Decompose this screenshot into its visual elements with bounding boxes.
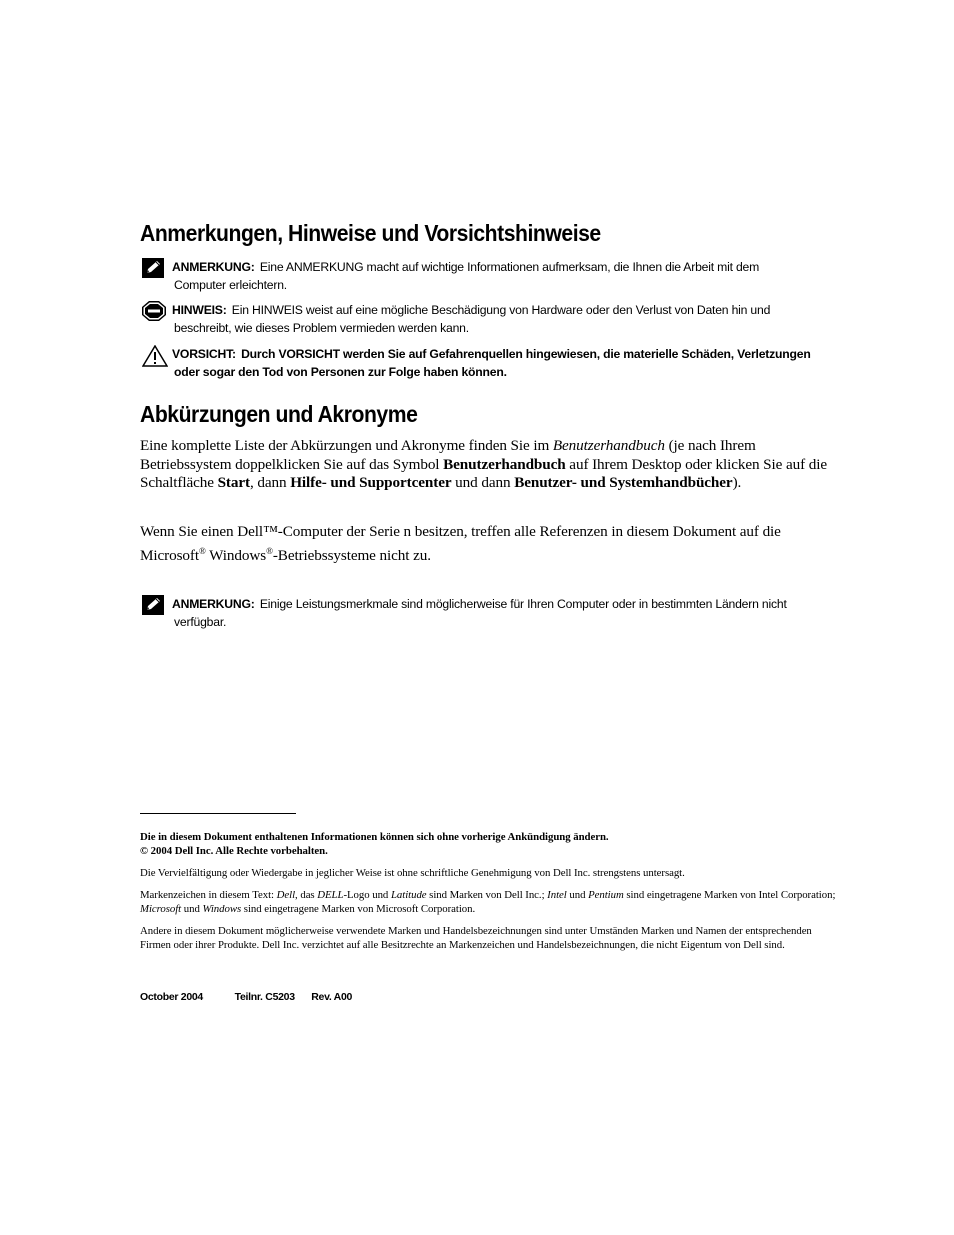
document-footer [140,991,352,1003]
other-trademarks-notice: Andere in diesem Dokument möglicherweise verwendete Marken und Handelsbezeichnungen sind unter Umständen Marken und Namen der entsprechenden Firmen oder ihrer Produkte. Dell Inc. verzichtet auf alle Besitzrechte an Markenzeichen und Handelsbezeichnungen, die nicht Eigentum von Dell sind. [140,925,812,951]
footer-revision: Rev. A00 [311,991,353,1003]
caution-text: Durch VORSICHT werden Sie auf Gefahrenquellen hingewiesen, die materielle Schäden, Verletzungen [241,347,811,361]
caution-text-cont: oder sogar den Tod von Personen zur Folge haben können. [174,365,507,379]
note-label: ANMERKUNG: [172,597,255,611]
note-label: ANMERKUNG: [172,260,255,274]
legal-line-1: Die in diesem Dokument enthaltenen Informationen können sich ohne vorherige Ankündigung ändern. [140,831,609,843]
trademark-notice: Markenzeichen in diesem Text: Dell, das DELL-Logo und Latitude sind Marken von Dell Inc.; Intel und Pentium sind eingetragene Marken von Intel Corporation; Microsoft und Windows sind eingetragene Marken von Microsoft Corporation. [140,889,836,915]
reproduction-notice: Die Vervielfältigung oder Wiedergabe in jeglicher Weise ist ohne schriftliche Genehmigung von Dell Inc. strengstens untersagt. [140,867,685,879]
note-text: Eine ANMERKUNG macht auf wichtige Informationen aufmerksam, die Ihnen die Arbeit mit dem [259,260,760,274]
caution-label: VORSICHT: [172,347,236,361]
footnote-divider [140,813,296,814]
note-text: Einige Leistungsmerkmale sind möglicherweise für Ihren Computer oder in bestimmten Ländern nicht [259,597,787,611]
notice-label: HINWEIS: [172,303,227,317]
copyright-line: © 2004 Dell Inc. Alle Rechte vorbehalten. [140,845,328,857]
abbreviations-paragraph: Eine komplette Liste der Abkürzungen und Akronyme finden Sie im Benutzerhandbuch (je nach Ihrem Betriebssystem doppelklicken Sie auf das Symbol Benutzerhandbuch auf Ihrem Desktop oder klicken Sie auf die Schaltfläche Start, dann Hilfe- und Supportcenter und dann Benutzer- und Systemhandbücher). [140,437,828,491]
notice-text: Ein HINWEIS weist auf eine mögliche Beschädigung von Hardware oder den Verlust von Daten hin und [231,303,771,317]
note-block-2 [140,595,840,631]
dell-n-series-paragraph: Wenn Sie einen Dell™-Computer der Serie n besitzen, treffen alle Referenzen in diesem Dokument auf die Microsoft® Windows®-Betriebssysteme nicht zu. [140,523,781,564]
caution-block [140,345,840,381]
warning-triangle-icon [142,345,168,372]
section-title-notes: Anmerkungen, Hinweise und Vorsichtshinweise [140,220,601,246]
pencil-note-icon [142,595,164,620]
footer-date: October 2004 [140,991,203,1003]
legal-disclaimer [140,830,842,858]
note-block [140,258,840,294]
note-text-cont: Computer erleichtern. [174,278,287,292]
notice-text-cont: beschreibt, wie dieses Problem vermieden werden kann. [174,321,469,335]
pencil-note-icon [142,258,164,283]
note-text-cont: verfügbar. [174,615,227,629]
footer-part-number: Teilnr. C5203 [234,991,295,1003]
section-title-abbreviations: Abkürzungen und Akronyme [140,401,418,427]
stop-sign-icon [142,301,166,326]
notice-block [140,301,840,337]
